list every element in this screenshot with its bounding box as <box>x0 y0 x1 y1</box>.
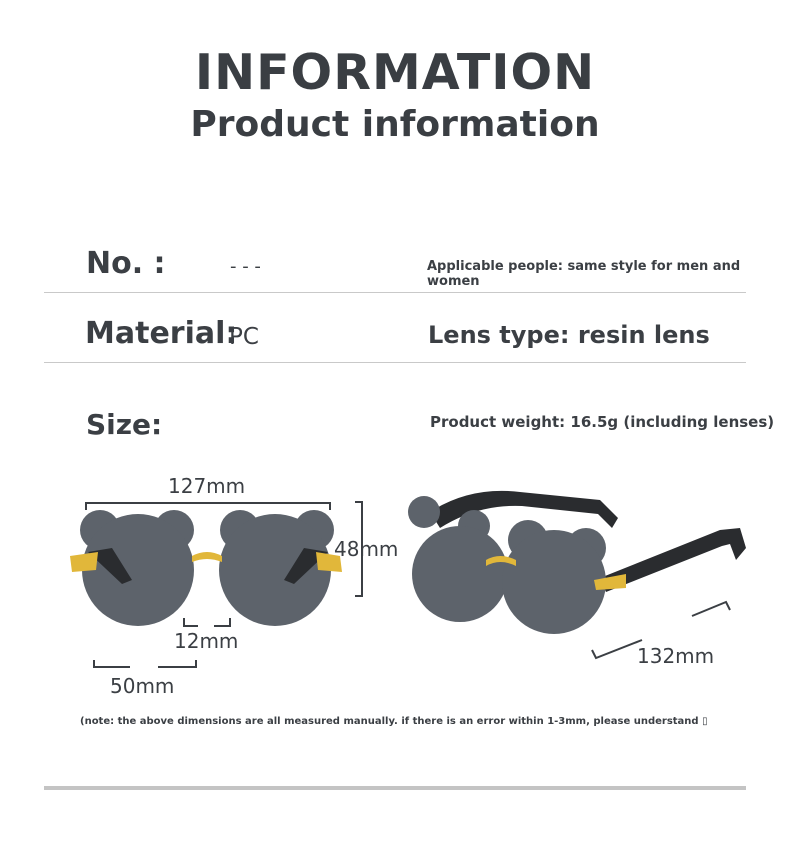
number-value: - - - <box>230 256 261 277</box>
measurement-note: (note: the above dimensions are all measured manually. if there is an error within 1-3mm, please understand ▯ <box>80 716 708 727</box>
dimension-lens-width: 50mm <box>110 674 175 698</box>
dimension-temple-length: 132mm <box>637 644 715 668</box>
side-lenses <box>408 496 606 634</box>
material-value: PC <box>229 324 259 350</box>
applicable-people: Applicable people: same style for men and women <box>427 259 741 289</box>
number-label: No. : <box>86 246 166 281</box>
dimension-bridge: 12mm <box>174 629 239 653</box>
footer-divider <box>44 786 746 790</box>
lens-type: Lens type: resin lens <box>428 321 710 349</box>
size-label: Size: <box>86 408 163 441</box>
product-weight: Product weight: 16.5g (including lenses) <box>430 413 775 431</box>
dimension-total-width: 127mm <box>168 474 246 498</box>
page-subtitle: Product information <box>190 104 600 145</box>
dimension-height: 48mm <box>334 537 399 561</box>
material-label: Material: <box>85 316 238 351</box>
page-title: INFORMATION <box>194 44 596 101</box>
